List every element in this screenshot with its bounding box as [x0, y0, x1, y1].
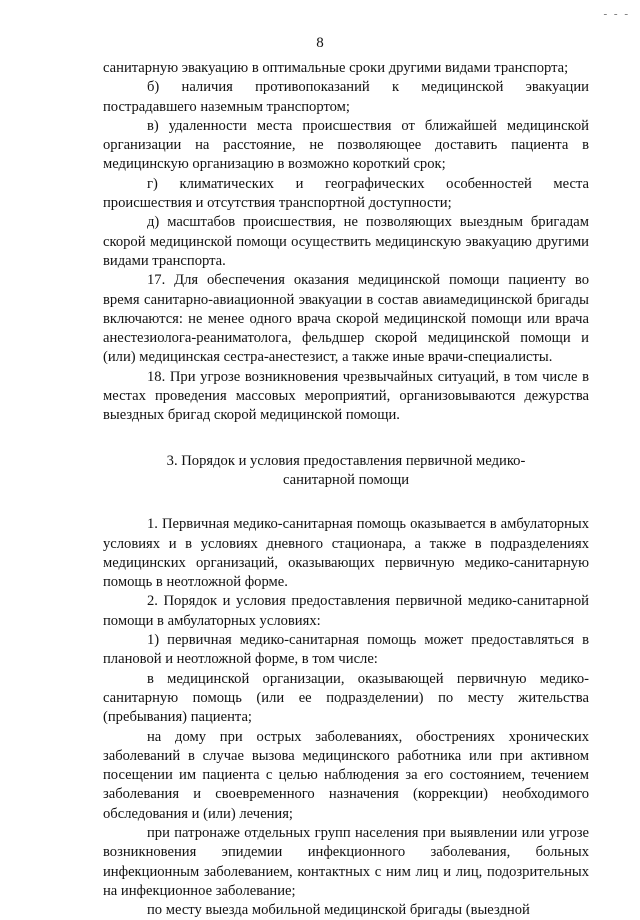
section-heading: 3. Порядок и условия предоставления первичной медико-санитарной помощи — [166, 452, 526, 488]
paragraph-3-2: 2. Порядок и условия предоставления первичной медико-санитарной помощи в амбулаторных условиях: — [103, 593, 589, 629]
paragraph-continuation: санитарную эвакуацию в оптимальные сроки другими видами транспорта; — [103, 60, 569, 76]
paragraph-item-d: д) масштабов происшествия, не позволяющих выездным бригадам скорой медицинской помощи осуществить медицинскую эвакуацию другими видами транспорта. — [103, 214, 589, 269]
paragraph-item-g: г) климатических и географических особенностей места происшествия и отсутствия транспортной доступности; — [103, 175, 589, 212]
paragraph-at-home: на дому при острых заболеваниях, обострениях хронических заболеваний в случае вызова медицинского работника или при активном посещении им пациента с целью наблюдения за его состоянием, течением заболевания и своевременного назначения (коррекции) необходимого обследования и (или) лечения; — [103, 728, 589, 822]
corner-mark: - - - — [603, 8, 630, 20]
paragraph-item-b: б) наличия противопоказаний к медицинской эвакуации пострадавшего наземным транспортом; — [103, 79, 589, 115]
paragraph-patronage: при патронаже отдельных групп населения при выявлении или угрозе возникновения эпидемии инфекционного заболевания, больных инфекционным заболеванием, контактных с ним лиц и лиц, подозрительных на инфекционное заболевание; — [103, 824, 589, 899]
paragraph-18: 18. При угрозе возникновения чрезвычайных ситуаций, в том числе в местах проведения массовых мероприятий, организовываются дежурства выездных бригад скорой медицинской помощи. — [103, 368, 589, 424]
paragraph-in-organization: в медицинской организации, оказывающей первичную медико-санитарную помощь (или ее подразделении) по месту жительства (пребывания) пациента; — [103, 670, 589, 726]
page-number: 8 — [316, 35, 324, 51]
paragraph-mobile-team: по месту выезда мобильной медицинской бригады (выездной — [147, 902, 530, 919]
paragraph-17: 17. Для обеспечения оказания медицинской помощи пациенту во время санитарно-авиационной эвакуации в состав авиамедицинской бригады включаются: не менее одного врача скорой медицинской помощи или врача анестезиолога-реаниматолога, фельдшер скорой медицинской помощи и (или) медицинская сестра-анестезист, а также иные врачи-специалисты. — [103, 272, 589, 366]
document-body — [103, 59, 589, 920]
paragraph-3-1: 1. Первичная медико-санитарная помощь оказывается в амбулаторных условиях и в условиях дневного стационара, а также в подразделениях медицинских организаций, оказывающих первичную медико-санитарную помощь в неотложной форме. — [103, 516, 589, 591]
paragraph-3-2-1: 1) первичная медико-санитарная помощь может предоставляться в плановой и неотложной форме, в том числе: — [103, 632, 589, 668]
paragraph-item-v: в) удаленности места происшествия от ближайшей медицинской организации на расстояние, не позволяющее доставить пациента в медицинскую организацию в возможно короткий срок; — [103, 117, 589, 173]
